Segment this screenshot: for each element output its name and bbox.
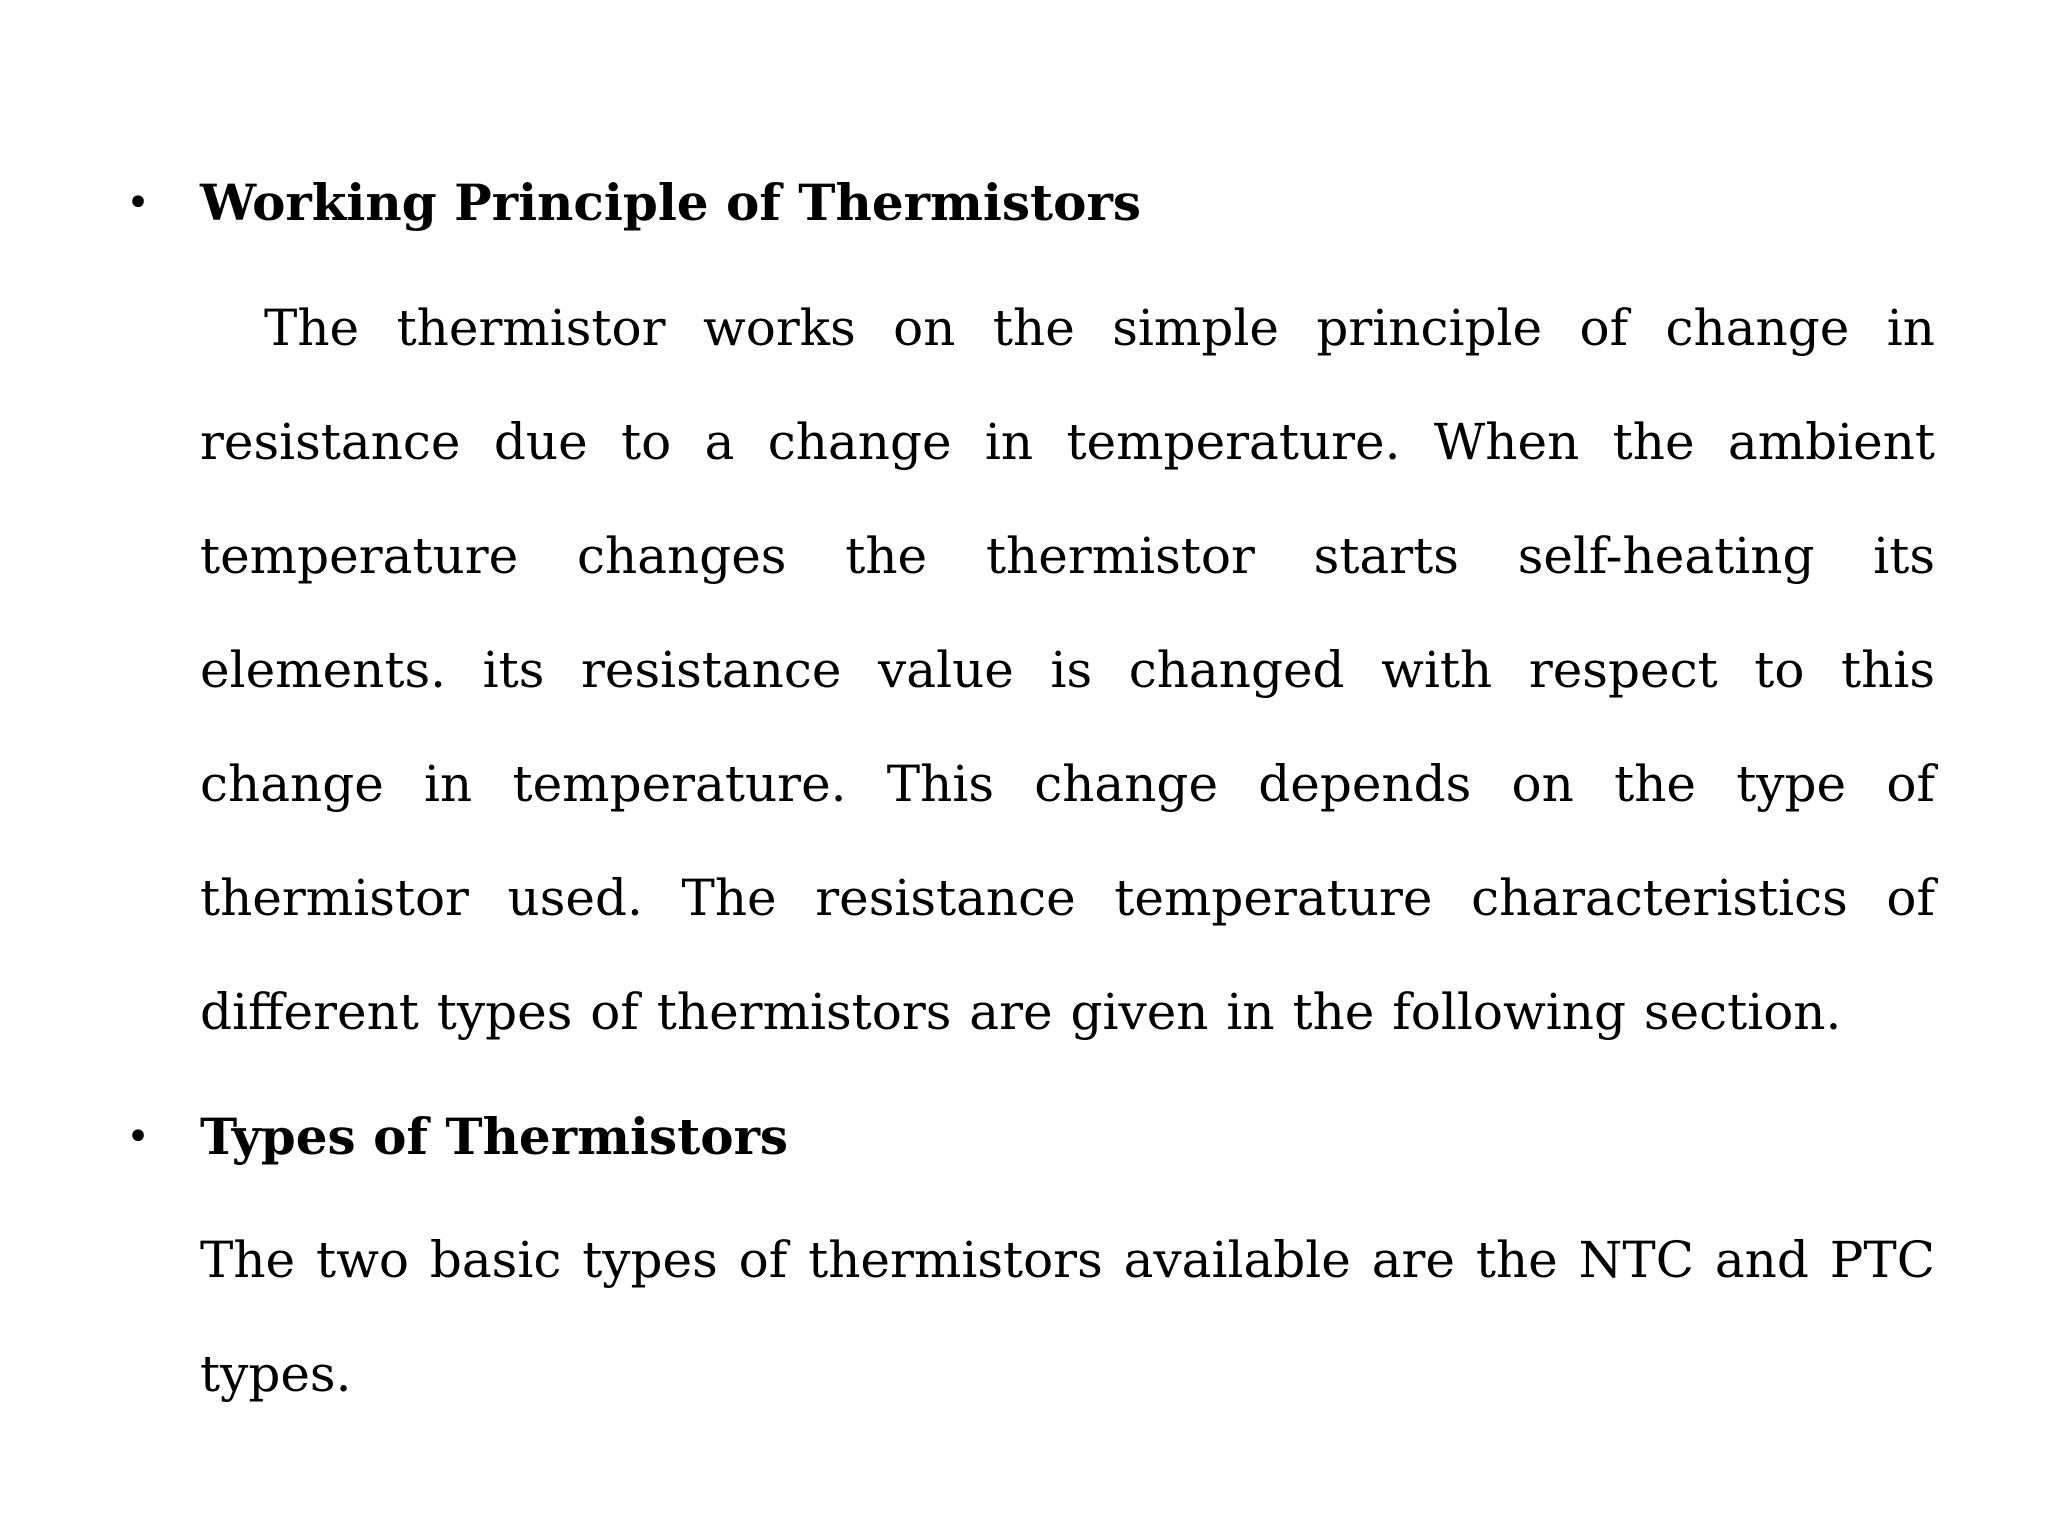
section-body: The two basic types of thermistors available are the NTC and PTC types. bbox=[200, 1231, 1935, 1403]
bullet-icon: • bbox=[126, 180, 150, 226]
section-types bbox=[118, 1097, 1938, 1177]
section-heading: Working Principle of Thermistors bbox=[200, 173, 1141, 232]
bullet-icon: • bbox=[126, 1114, 150, 1160]
section-heading: Types of Thermistors bbox=[200, 1107, 789, 1166]
section-working-principle bbox=[118, 163, 1938, 243]
section-body: The thermistor works on the simple principle of change in resistance due to a change in temperature. When the ambient temperature changes the thermistor starts self-heating its elements. its resistance value is changed with respect to this change in temperature. This change depends on the type of thermistor used. The resistance temperature characteristics of different types of thermistors are given in the following section. bbox=[200, 299, 1935, 1041]
